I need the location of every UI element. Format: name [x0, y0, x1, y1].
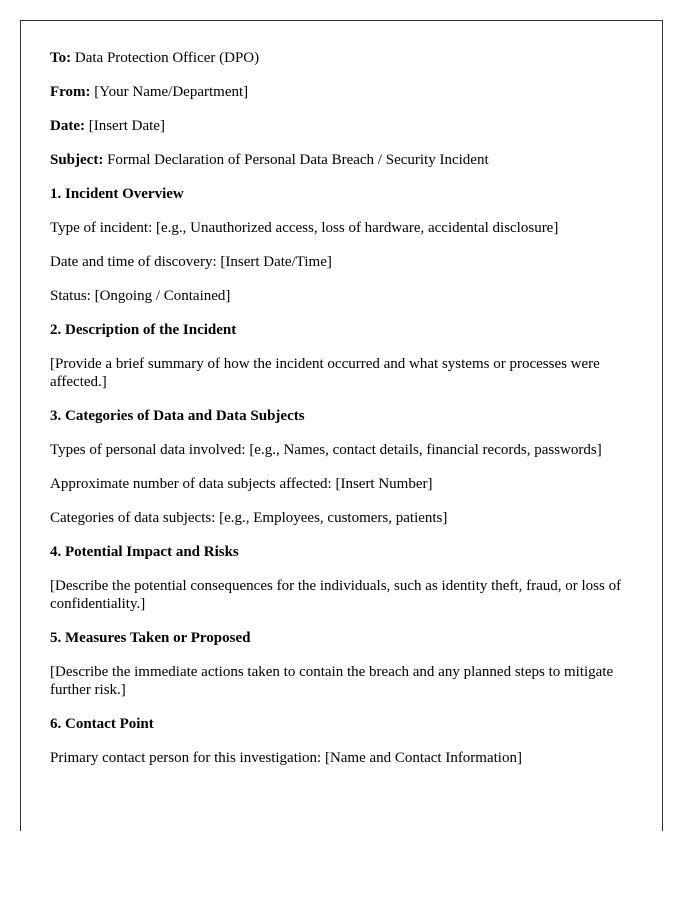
date-label: Date:: [50, 118, 85, 134]
to-label: To:: [50, 50, 72, 66]
section-heading-text: 6. Contact Point: [50, 716, 154, 732]
section-heading-text: 1. Incident Overview: [50, 186, 184, 202]
section-heading-text: 2. Description of the Incident: [50, 322, 237, 338]
section-heading: [50, 321, 633, 339]
section-heading-text: 4. Potential Impact and Risks: [50, 544, 239, 560]
subject-value: Formal Declaration of Personal Data Breach / Security Incident: [107, 152, 489, 168]
to-line: [50, 49, 633, 67]
section-heading-text: 5. Measures Taken or Proposed: [50, 630, 251, 646]
paragraph: Primary contact person for this investigation: [Name and Contact Information]: [50, 750, 522, 766]
section-heading: [50, 185, 633, 203]
paragraph: Date and time of discovery: [Insert Date/Time]: [50, 254, 332, 270]
subject-label: Subject:: [50, 152, 104, 168]
paragraph: [Describe the potential consequences for the individuals, such as identity theft, fraud, or loss of confidentiality.]: [50, 578, 622, 612]
paragraph: [Provide a brief summary of how the incident occurred and what systems or processes were affected.]: [50, 356, 600, 390]
paragraph: Approximate number of data subjects affected: [Insert Number]: [50, 476, 433, 492]
document-page: [20, 20, 663, 831]
from-line: [50, 83, 633, 101]
section-heading-text: 3. Categories of Data and Data Subjects: [50, 408, 305, 424]
paragraph: Types of personal data involved: [e.g., Names, contact details, financial records, passwords]: [50, 442, 602, 458]
date-value: [Insert Date]: [88, 118, 165, 134]
paragraph: [Describe the immediate actions taken to contain the breach and any planned steps to mitigate further risk.]: [50, 664, 614, 698]
from-value: [Your Name/Department]: [94, 84, 249, 100]
section-heading: [50, 543, 633, 561]
section-heading: [50, 407, 633, 425]
date-line: [50, 117, 633, 135]
paragraph: Type of incident: [e.g., Unauthorized access, loss of hardware, accidental disclosure]: [50, 220, 559, 236]
from-label: From:: [50, 84, 91, 100]
paragraph: Status: [Ongoing / Contained]: [50, 288, 231, 304]
paragraph: Categories of data subjects: [e.g., Employees, customers, patients]: [50, 510, 448, 526]
subject-line: [50, 151, 633, 169]
section-heading: [50, 629, 633, 647]
section-heading: [50, 715, 633, 733]
to-value: Data Protection Officer (DPO): [74, 50, 260, 66]
